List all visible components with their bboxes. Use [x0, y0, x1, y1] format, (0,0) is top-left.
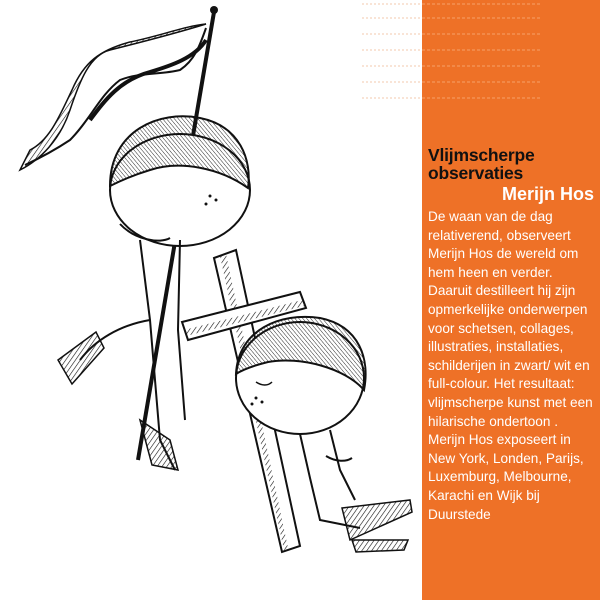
paragraph-2: Merijn Hos exposeert in New York, Londen, Parijs, Luxemburg, Melbourne, Karachi en Wijk bij Duurstede	[428, 432, 584, 522]
author-name: Merijn Hos	[501, 184, 594, 204]
title-line-1: Vlijmscherpe	[428, 145, 535, 165]
text-panel	[422, 0, 600, 600]
faint-texture	[362, 0, 422, 120]
article-title	[428, 146, 596, 182]
title-line-2: observaties	[428, 163, 524, 183]
panel-texture	[422, 0, 600, 120]
article-body	[428, 208, 598, 524]
paragraph-1: De waan van de dag relativerend, observeert Merijn Hos de wereld om hem heen en verder. Daaruit destilleert hij zijn opmerkelijke onderwerpen voor schetsen, collages, illustraties, installaties, schilderijen in zwart/ wit en full-colour. Het resultaat: vlijmscherpe kunst met een hilarische ondertoon .	[428, 209, 593, 429]
